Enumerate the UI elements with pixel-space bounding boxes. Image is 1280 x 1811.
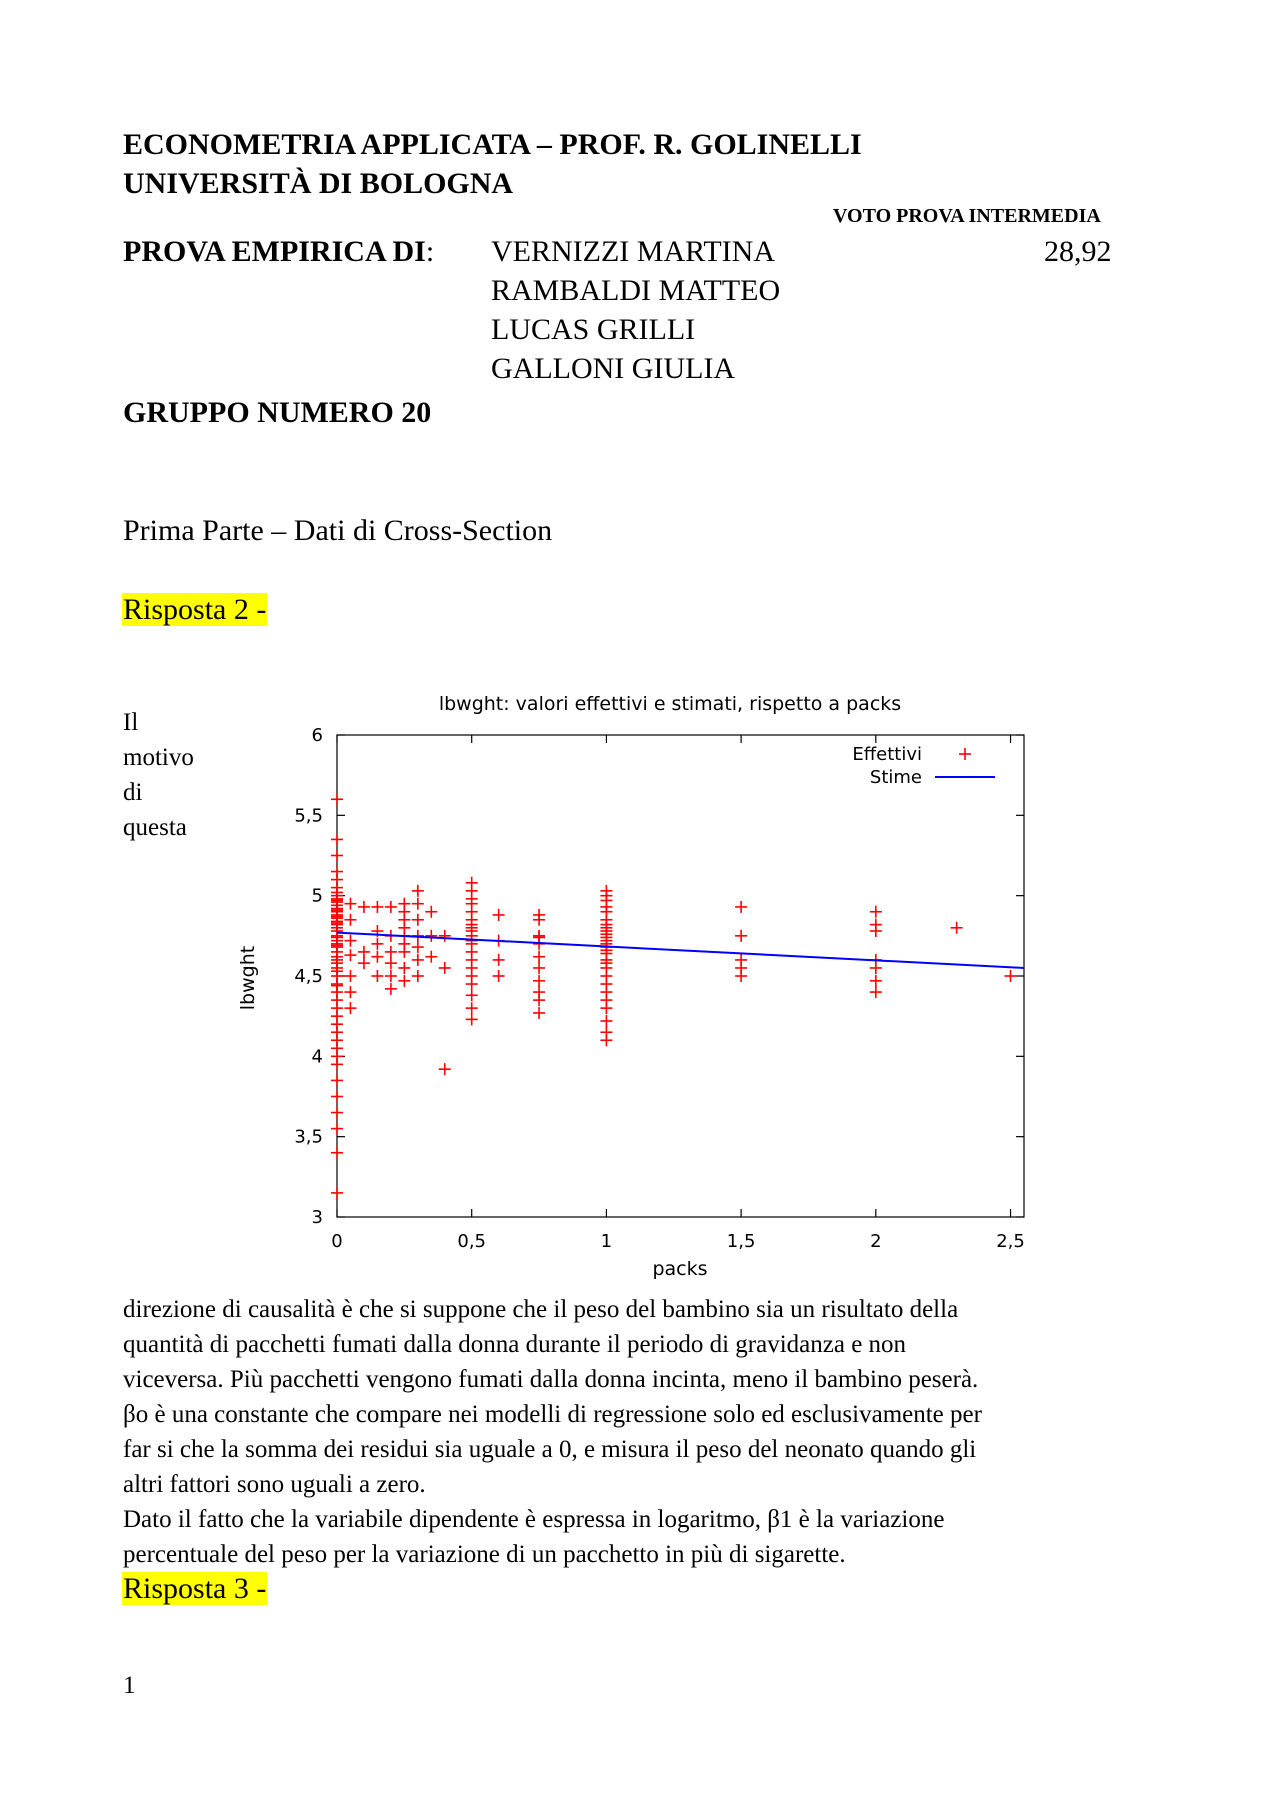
data-point	[331, 1091, 343, 1103]
doc-title-line2: UNIVERSITÀ DI BOLOGNA	[123, 167, 514, 200]
y-tick-label: 4	[311, 1046, 323, 1068]
x-tick-label: 1,5	[726, 1231, 756, 1252]
data-point	[371, 938, 383, 950]
x-tick-label: 2,5	[996, 1231, 1025, 1252]
data-point	[870, 925, 882, 937]
data-point	[533, 994, 545, 1006]
data-point	[439, 1063, 451, 1075]
risposta-2-label: Risposta 2 -	[123, 593, 267, 626]
x-tick-label: 0	[331, 1231, 343, 1252]
legend	[852, 744, 995, 788]
side-word-1: Il	[123, 709, 139, 736]
page-number: 1	[123, 1672, 136, 1699]
data-point	[398, 975, 410, 987]
x-axis	[331, 735, 1025, 1252]
data-point	[1005, 970, 1017, 982]
risposta-3-label: Risposta 3 -	[123, 1572, 267, 1605]
data-point	[493, 909, 505, 921]
member-list	[491, 232, 780, 388]
data-point	[425, 951, 437, 963]
legend-label-effettivi: Effettivi	[852, 744, 922, 765]
paragraph-2-line-2: percentuale del peso per la variazione di un pacchetto in più di sigarette.	[123, 1541, 846, 1568]
data-point	[870, 975, 882, 987]
member-2: RAMBALDI MATTEO	[491, 274, 781, 307]
data-point	[371, 951, 383, 963]
data-point	[331, 850, 343, 862]
scatter-chart	[220, 680, 1050, 1290]
data-point	[398, 946, 410, 958]
data-point	[398, 962, 410, 974]
data-point	[951, 922, 963, 934]
side-text	[123, 705, 194, 845]
data-point	[344, 1002, 356, 1014]
y-tick-label: 5,5	[294, 805, 323, 827]
paragraph-1-line-2: quantità di pacchetti fumati dalla donna durante il periodo di gravidanza e non	[123, 1331, 907, 1358]
data-point	[385, 946, 397, 958]
data-point	[412, 941, 424, 953]
data-point	[385, 970, 397, 982]
x-tick-label: 2	[870, 1231, 882, 1252]
member-3: LUCAS GRILLI	[491, 313, 696, 346]
data-point	[959, 748, 971, 760]
data-point	[533, 1007, 545, 1019]
data-point	[371, 970, 383, 982]
side-word-3: di	[123, 779, 143, 806]
data-point	[331, 866, 343, 878]
data-point	[385, 901, 397, 913]
data-point	[600, 1015, 612, 1027]
data-point	[412, 954, 424, 966]
paragraph-2-line-1: Dato il fatto che la variabile dipendente è espressa in logaritmo, β1 è la variazione	[123, 1506, 945, 1533]
paragraph-1-line-1: direzione di causalità è che si suppone che il peso del bambino sia un risultato della	[123, 1296, 959, 1323]
data-point	[331, 1107, 343, 1119]
legend-label-stime: Stime	[869, 767, 922, 788]
risposta-2-heading	[122, 592, 267, 628]
x-axis-label: packs	[652, 1258, 708, 1280]
paragraph-1	[123, 1292, 1223, 1572]
paragraph-1-line-6: altri fattori sono uguali a zero.	[123, 1471, 426, 1498]
data-point	[358, 946, 370, 958]
y-tick-label: 5	[311, 885, 323, 907]
stime-line-layer	[337, 933, 1024, 968]
data-point	[493, 954, 505, 966]
data-point	[412, 914, 424, 926]
stime-line	[337, 933, 1024, 968]
data-point	[870, 906, 882, 918]
y-tick-label: 3,5	[294, 1126, 323, 1148]
data-point	[344, 949, 356, 961]
data-point	[466, 1002, 478, 1014]
member-4: GALLONI GIULIA	[491, 352, 736, 385]
prova-colon: :	[425, 235, 435, 268]
data-point	[600, 1034, 612, 1046]
data-point	[425, 906, 437, 918]
voto-label: VOTO PROVA INTERMEDIA	[833, 205, 1101, 227]
data-point	[331, 1123, 343, 1135]
y-tick-label: 3	[311, 1207, 323, 1228]
data-point	[439, 962, 451, 974]
side-word-4: questa	[123, 814, 187, 841]
x-tick-label: 1	[600, 1231, 613, 1252]
side-word-2: motivo	[123, 744, 194, 771]
data-point	[493, 970, 505, 982]
data-point	[371, 901, 383, 913]
paragraph-1-line-3: viceversa. Più pacchetti vengono fumati dalla donna incinta, meno il bambino peserà.	[123, 1366, 979, 1393]
data-point	[331, 1187, 343, 1199]
prova-label: PROVA EMPIRICA DI	[123, 235, 426, 268]
data-point	[412, 885, 424, 897]
data-point	[412, 898, 424, 910]
data-point	[870, 986, 882, 998]
y-axis-label: lbwght	[237, 945, 259, 1011]
x-tick-label: 0,5	[457, 1231, 487, 1252]
data-point	[331, 1074, 343, 1086]
data-point	[412, 970, 424, 982]
data-point	[385, 957, 397, 969]
voto-value: 28,92	[1044, 235, 1112, 268]
data-point	[735, 970, 747, 982]
data-point	[344, 970, 356, 982]
data-point	[344, 986, 356, 998]
chart-title: lbwght: valori effettivi e stimati, rispetto a packs	[438, 693, 902, 715]
data-point	[331, 793, 343, 805]
data-point	[344, 935, 356, 947]
member-1: VERNIZZI MARTINA	[491, 235, 775, 268]
data-point	[735, 930, 747, 942]
y-tick-label: 4,5	[294, 966, 323, 987]
data-point	[425, 930, 437, 942]
data-point	[466, 1013, 478, 1025]
y-tick-label: 6	[311, 725, 323, 746]
effettivi-points	[331, 793, 1017, 1199]
prova-line	[123, 232, 434, 271]
section-title: Prima Parte – Dati di Cross-Section	[123, 514, 553, 547]
data-point	[466, 978, 478, 990]
data-point	[344, 914, 356, 926]
data-point	[533, 975, 545, 987]
data-point	[600, 1002, 612, 1014]
data-point	[533, 951, 545, 963]
risposta-3-heading	[122, 1571, 267, 1607]
data-point	[735, 901, 747, 913]
data-point	[358, 957, 370, 969]
data-point	[331, 1147, 343, 1159]
plot-frame	[337, 735, 1024, 1217]
gruppo-label: GRUPPO NUMERO 20	[123, 396, 432, 429]
data-point	[358, 901, 370, 913]
data-point	[466, 989, 478, 1001]
legend-mark-effettivi	[959, 748, 971, 760]
data-point	[385, 983, 397, 995]
data-point	[439, 930, 451, 942]
data-point	[331, 833, 343, 845]
data-point	[870, 962, 882, 974]
paragraph-1-line-5: far si che la somma dei residui sia uguale a 0, e misura il peso del neonato quando gli	[123, 1436, 977, 1463]
data-point	[533, 962, 545, 974]
doc-title-line1: ECONOMETRIA APPLICATA – PROF. R. GOLINELLI	[123, 128, 862, 161]
data-point	[344, 898, 356, 910]
paragraph-1-line-4: βo è una constante che compare nei modelli di regressione solo ed esclusivamente per	[123, 1401, 982, 1428]
data-point	[331, 980, 343, 992]
